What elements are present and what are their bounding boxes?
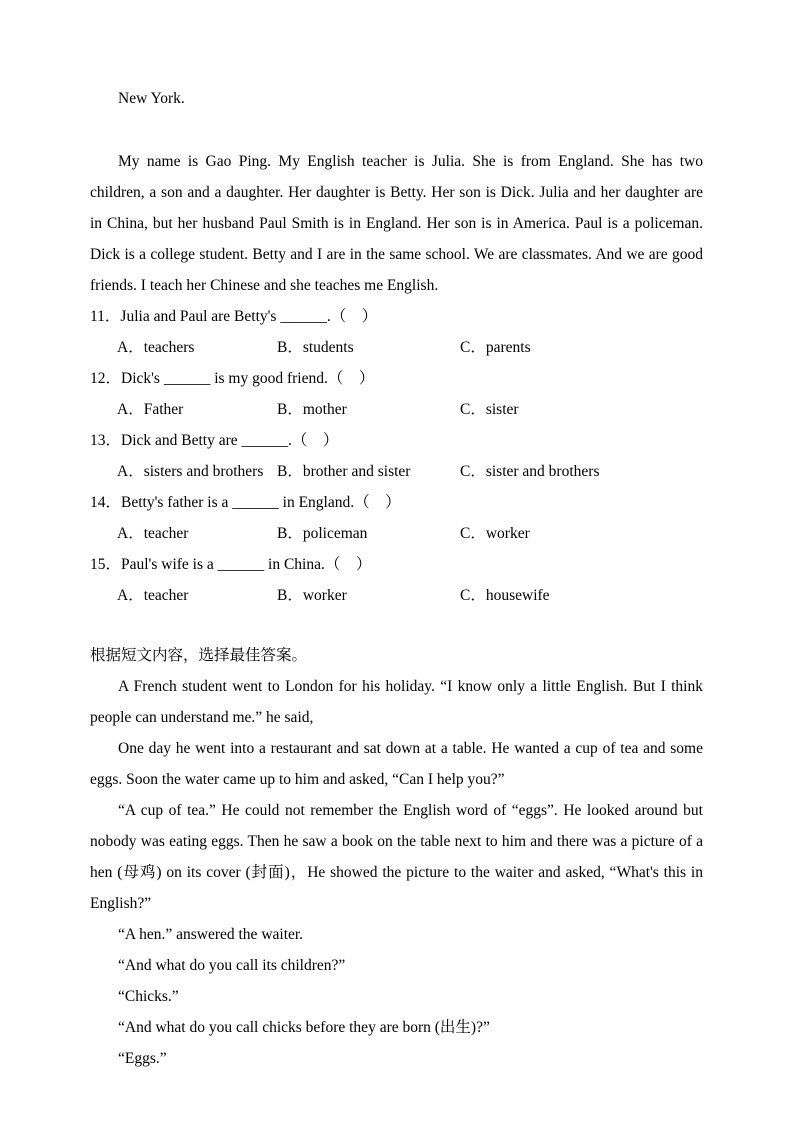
question-12-option-c: C．sister — [460, 401, 519, 418]
question-13-text: 13．Dick and Betty are ______.（ ） — [90, 432, 339, 449]
passage1-trailing-fragment: New York. — [118, 90, 185, 107]
question-12-option-b: B．mother — [277, 401, 347, 418]
question-13-option-a: A．sisters and brothers — [117, 463, 264, 480]
passage2-dialogue-5: “Eggs.” — [118, 1050, 167, 1067]
question-14-option-c: C．worker — [460, 525, 530, 542]
question-11-text: 11．Julia and Paul are Betty's ______.（ ） — [90, 308, 378, 325]
passage2-dialogue-4: “And what do you call chicks before they are born (出生)?” — [118, 1019, 490, 1036]
passage2-dialogue-2: “And what do you call its children?” — [118, 957, 346, 974]
question-15-options — [90, 580, 703, 611]
question-12-option-a: A．Father — [117, 401, 184, 418]
question-12-options — [90, 394, 703, 425]
section-instruction: 根据短文内容，选择最佳答案。 — [90, 647, 308, 664]
passage2-paragraph-3: “A cup of tea.” He could not remember the English word of “eggs”. He looked around but nobody was eating eggs. Then he saw a book on the table next to him and there was a picture of a hen (母鸡) on its cover (封面)，He showed the picture to the waiter and asked, “What's this in English?” — [90, 802, 703, 912]
question-15-text: 15．Paul's wife is a ______ in China.（ ） — [90, 556, 372, 573]
question-15-option-a: A．teacher — [117, 587, 189, 604]
question-11 — [90, 301, 703, 363]
question-12-text: 12．Dick's ______ is my good friend.（ ） — [90, 370, 375, 387]
question-11-options — [90, 332, 703, 363]
question-11-option-b: B．students — [277, 339, 354, 356]
question-15 — [90, 549, 703, 611]
question-13-option-b: B．brother and sister — [277, 463, 411, 480]
question-14-text: 14．Betty's father is a ______ in England.（ ） — [90, 494, 401, 511]
question-15-option-c: C．housewife — [460, 587, 550, 604]
question-13-option-c: C．sister and brothers — [460, 463, 600, 480]
question-14-option-a: A．teacher — [117, 525, 189, 542]
question-14 — [90, 487, 703, 549]
question-11-option-a: A．teachers — [117, 339, 195, 356]
passage2-dialogue-3: “Chicks.” — [118, 988, 179, 1005]
reading-passage-1: My name is Gao Ping. My English teacher is Julia. She is from England. She has two children, a son and a daughter. Her daughter is Betty. Her son is Dick. Julia and her daughter are in China, but her husband Paul Smith is in England. Her son is in America. Paul is a policeman. Dick is a college student. Betty and I are in the same school. We are classmates. And we are good friends. I teach her Chinese and she teaches me English. — [90, 153, 703, 294]
passage2-dialogue-1: “A hen.” answered the waiter. — [118, 926, 304, 943]
question-14-option-b: B．policeman — [277, 525, 368, 542]
question-15-option-b: B．worker — [277, 587, 347, 604]
question-13-options — [90, 456, 703, 487]
passage2-paragraph-2: One day he went into a restaurant and sat down at a table. He wanted a cup of tea and some eggs. Soon the water came up to him and asked, “Can I help you?” — [90, 740, 703, 788]
question-13 — [90, 425, 703, 487]
question-14-options — [90, 518, 703, 549]
passage2-paragraph-1: A French student went to London for his holiday. “I know only a little English. But I think people can understand me.” he said, — [90, 678, 703, 726]
question-11-option-c: C．parents — [460, 339, 531, 356]
question-12 — [90, 363, 703, 425]
